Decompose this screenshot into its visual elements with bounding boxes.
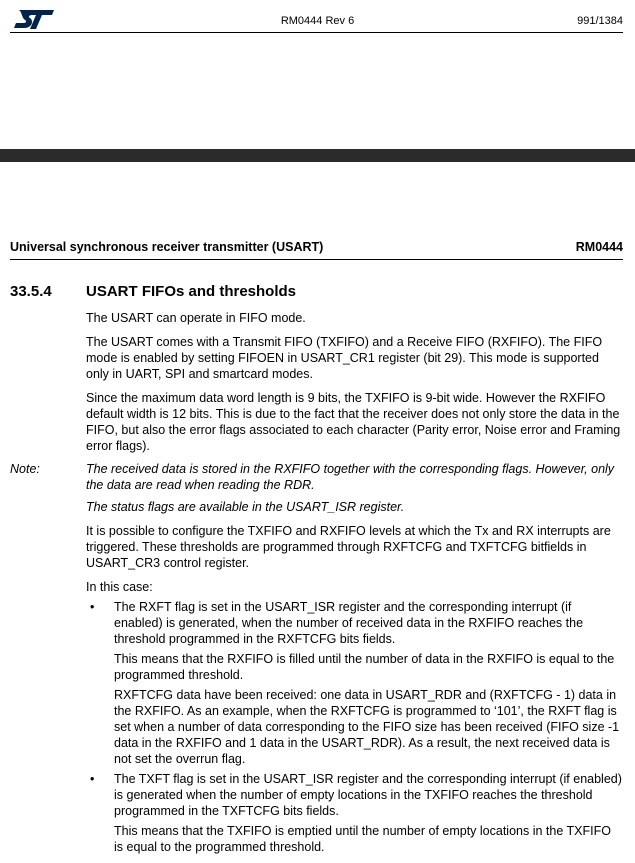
header-page-number: 991/1384 — [577, 15, 623, 27]
note-label: Note: — [10, 462, 40, 476]
bullet-marker: • — [90, 600, 95, 614]
paragraph-thresholds: It is possible to configure the TXFIFO and RXFIFO levels at which the Tx and RX interrupts are triggered. These thresholds are programmed through RXFTCFG and TXFTCFG bitfields in USART_CR3 control register. — [86, 524, 611, 570]
bullet-rxft-example: RXFTCFG data have been received: one data in USART_RDR and (RXFTCFG - 1) data in the RXFIFO. As an example, when the RXFTCFG is programmed to ‘101’, the RXFT flag is set when a number of data corresponding to the FIFO size has been received (FIFO size -1 data in the RXFIFO and 1 data in the USART_RDR). As a result, the next received data is not set the overrun flag. — [114, 688, 620, 766]
bullet-rxft-filled: This means that the RXFIFO is filled until the number of data in the RXFIFO is equal to the programmed threshold. — [114, 652, 615, 682]
subsection-title: USART FIFOs and thresholds — [86, 283, 297, 300]
bullet-marker: • — [90, 772, 95, 786]
subsection-number: 33.5.4 — [10, 283, 52, 300]
section-title: Universal synchronous receiver transmitter (USART) — [10, 240, 324, 254]
paragraph-fifo-description: The USART comes with a Transmit FIFO (TXFIFO) and a Receive FIFO (RXFIFO). The FIFO mode is enabled by setting FIFOEN in USART_CR1 register (bit 29). This mode is supported only in UART, SPI and smartcard modes. — [86, 335, 603, 381]
header-divider — [10, 32, 623, 33]
note-received-data: The received data is stored in the RXFIFO together with the corresponding flags. However, only the data are read when reading the RDR. — [86, 462, 615, 492]
section-ref: RM0444 — [575, 240, 623, 254]
bullet-txft-flag: The TXFT flag is set in the USART_ISR register and the corresponding interrupt (if enabled) is generated when the number of empty locations in the TXFIFO reaches the threshold programmed in the TXFTCFG bits fields. — [114, 772, 622, 818]
paragraph-fifo-width: Since the maximum data word length is 9 bits, the TXFIFO is 9-bit wide. However the RXFIFO default width is 12 bits. This is due to the fact that the receiver does not only store the data in the FIFO, but also the error flags associated to each character (Parity error, Noise error and Framing error flags). — [86, 391, 621, 453]
note-status-flags: The status flags are available in the USART_ISR register. — [86, 500, 405, 514]
section-divider — [10, 259, 623, 260]
paragraph-fifo-mode: The USART can operate in FIFO mode. — [86, 311, 306, 325]
header-doc-ref: RM0444 Rev 6 — [280, 15, 355, 27]
paragraph-in-this-case: In this case: — [86, 580, 153, 594]
bullet-rxft-flag: The RXFT flag is set in the USART_ISR register and the corresponding interrupt (if enabled) is generated, when the number of received data in the RXFIFO reaches the threshold programmed in the RXFTCFG bits fields. — [114, 600, 584, 646]
page-break-band — [0, 149, 635, 162]
bullet-txft-emptied: This means that the TXFIFO is emptied until the number of empty locations in the TXFIFO is equal to the programmed threshold. — [114, 824, 611, 854]
